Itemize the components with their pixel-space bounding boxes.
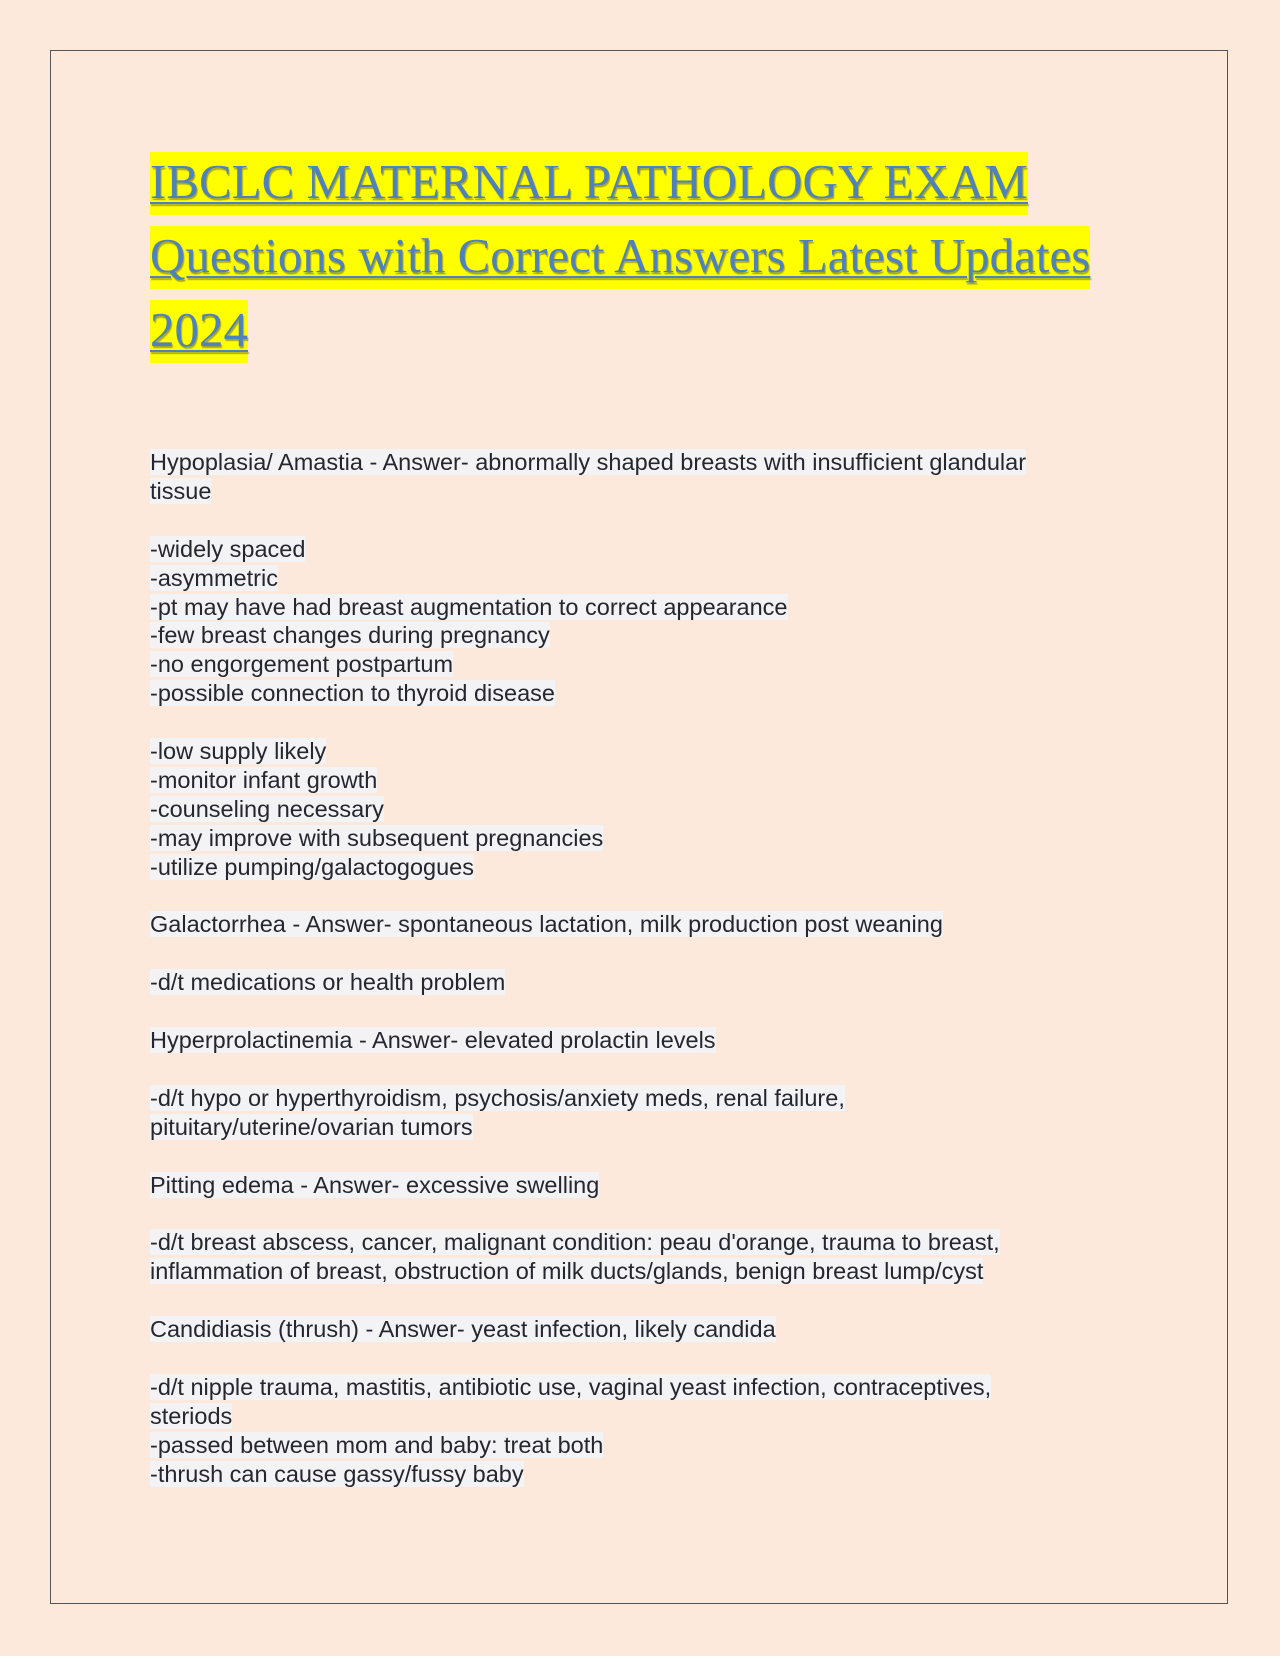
text-line-content: -no engorgement postpartum	[150, 651, 454, 678]
text-line-content: -few breast changes during pregnancy	[150, 622, 550, 649]
paragraph	[150, 1026, 1140, 1055]
text-line	[150, 1460, 1140, 1489]
text-line-content: -d/t medications or health problem	[150, 969, 506, 996]
document-body	[150, 448, 1140, 1517]
text-line	[150, 824, 1140, 853]
text-line-content: steriods	[150, 1402, 233, 1429]
paragraph	[150, 968, 1140, 997]
text-line-content: Hypoplasia/ Amastia - Answer- abnormally shaped breasts with insufficient glandular	[150, 449, 1027, 475]
title-line-1: IBCLC MATERNAL PATHOLOGY EXAM	[150, 152, 1028, 215]
text-line	[150, 535, 1140, 564]
text-line	[150, 1257, 1140, 1286]
text-line	[150, 1113, 1140, 1142]
text-line	[150, 1171, 1140, 1200]
text-line	[150, 477, 1140, 506]
text-line-content: Candidiasis (thrush) - Answer- yeast infection, likely candida	[150, 1316, 776, 1343]
text-line-content: -possible connection to thyroid disease	[150, 680, 555, 707]
text-line-content: pituitary/uterine/ovarian tumors	[150, 1113, 473, 1140]
paragraph	[150, 535, 1140, 708]
text-line-content: -asymmetric	[150, 564, 278, 591]
text-line-content: -widely spaced	[150, 535, 306, 562]
text-line-content: -utilize pumping/galactogogues	[150, 853, 474, 880]
text-line	[150, 1084, 1140, 1113]
text-line-content: -may improve with subsequent pregnancies	[150, 824, 604, 851]
text-line-content: Hyperprolactinemia - Answer- elevated prolactin levels	[150, 1027, 716, 1054]
text-line-content: Pitting edema - Answer- excessive swelling	[150, 1171, 600, 1198]
text-line-content: -monitor infant growth	[150, 766, 378, 793]
text-line	[150, 593, 1140, 622]
text-line	[150, 1431, 1140, 1460]
document-title	[150, 145, 1150, 367]
text-line	[150, 621, 1140, 650]
text-line-content: -d/t hypo or hyperthyroidism, psychosis/anxiety meds, renal failure,	[150, 1084, 845, 1111]
text-line	[150, 968, 1140, 997]
paragraph	[150, 448, 1140, 506]
text-line-content: tissue	[150, 477, 212, 504]
text-line-content: -thrush can cause gassy/fussy baby	[150, 1460, 524, 1487]
text-line	[150, 1228, 1140, 1257]
text-line-content: -d/t breast abscess, cancer, malignant condition: peau d'orange, trauma to breast,	[150, 1229, 1000, 1256]
text-line	[150, 1402, 1140, 1431]
text-line	[150, 1315, 1140, 1344]
text-line	[150, 737, 1140, 766]
text-line-content: -low supply likely	[150, 738, 327, 765]
text-line	[150, 564, 1140, 593]
text-line-content: -pt may have had breast augmentation to correct appearance	[150, 593, 788, 620]
text-line	[150, 448, 1140, 477]
paragraph	[150, 1373, 1140, 1489]
text-line	[150, 679, 1140, 708]
text-line-content: -counseling necessary	[150, 795, 384, 822]
text-line-content: inflammation of breast, obstruction of milk ducts/glands, benign breast lump/cyst	[150, 1258, 984, 1285]
title-line-2: Questions with Correct Answers Latest Updates	[150, 226, 1090, 289]
text-line	[150, 1026, 1140, 1055]
title-line-3: 2024	[150, 300, 248, 363]
text-line-content: -d/t nipple trauma, mastitis, antibiotic use, vaginal yeast infection, contraceptives,	[150, 1373, 992, 1400]
text-line	[150, 1373, 1140, 1402]
text-line	[150, 910, 1140, 939]
text-line	[150, 766, 1140, 795]
text-line-content: -passed between mom and baby: treat both	[150, 1431, 604, 1458]
paragraph	[150, 737, 1140, 882]
paragraph	[150, 1171, 1140, 1200]
paragraph	[150, 910, 1140, 939]
paragraph	[150, 1315, 1140, 1344]
text-line	[150, 853, 1140, 882]
paragraph	[150, 1228, 1140, 1286]
text-line-content: Galactorrhea - Answer- spontaneous lactation, milk production post weaning	[150, 911, 943, 938]
paragraph	[150, 1084, 1140, 1142]
text-line	[150, 650, 1140, 679]
text-line	[150, 795, 1140, 824]
